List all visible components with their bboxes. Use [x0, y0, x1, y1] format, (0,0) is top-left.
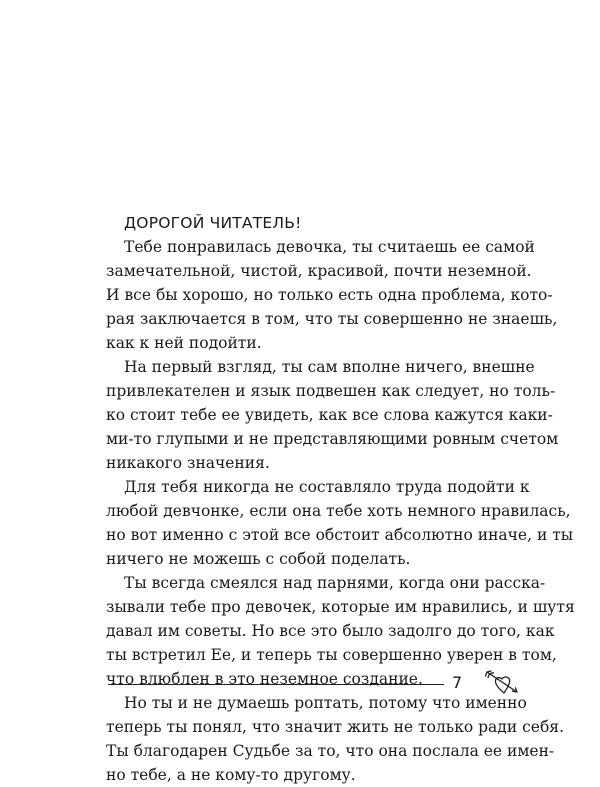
text-line: но тебе, а не кому-то другому. — [106, 766, 356, 784]
text-line: давал им советы. Но все это было задолго до того, как — [106, 622, 555, 640]
text-line: Ты всегда смеялся над парнями, когда они расска- — [124, 574, 546, 592]
text-line: замечательной, чистой, красивой, почти неземной. — [106, 262, 532, 280]
paragraph — [106, 475, 574, 571]
text-line: теперь ты понял, что значит жить не только ради себя. — [106, 718, 564, 736]
main-text — [106, 211, 575, 787]
footer-divider — [108, 684, 444, 685]
text-line: Ты благодарен Судьбе за то, что она послала ее имен- — [106, 742, 555, 760]
text-line: ничего не можешь с собой поделать. — [106, 550, 411, 568]
heart-arrow-icon — [484, 667, 520, 697]
text-line: но вот именно с этой все обстоит абсолютно иначе, и ты — [106, 526, 574, 544]
text-line: Но ты и не думаешь роптать, потому что именно — [124, 694, 527, 712]
text-line: что влюблен в это неземное создание. — [106, 670, 423, 688]
text-line: рая заключается в том, что ты совершенно не знаешь, — [106, 310, 558, 328]
text-line: И все бы хорошо, но только есть одна проблема, кото- — [106, 286, 553, 304]
text-line: никакого значения. — [106, 454, 270, 472]
page-heading: ДОРОГОЙ ЧИТАТЕЛЬ! — [124, 214, 302, 232]
text-line: привлекателен и язык подвешен как следует, но толь- — [106, 382, 556, 400]
text-line: зывали тебе про девочек, которые им нравились, и шутя — [106, 598, 575, 616]
text-line: ко стоит тебе ее увидеть, как все слова кажутся каки- — [106, 406, 553, 424]
paragraph — [106, 571, 575, 691]
text-line: ты встретил Ее, и теперь ты совершенно уверен в том, — [106, 646, 557, 664]
paragraph — [106, 691, 564, 787]
text-line: На первый взгляд, ты сам вполне ничего, внешне — [124, 358, 535, 376]
text-line: как к ней подойти. — [106, 334, 262, 352]
text-line: ми-то глупыми и не представляющими ровным счетом — [106, 430, 559, 448]
paragraph — [106, 355, 559, 475]
page-number: 7 — [452, 673, 463, 692]
text-line: Для тебя никогда не составляло труда подойти к — [124, 478, 530, 496]
paragraph — [106, 235, 558, 355]
text-line: любой девчонке, если она тебе хоть немного нравилась, — [106, 502, 571, 520]
text-line: Тебе понравилась девочка, ты считаешь ее самой — [124, 238, 535, 256]
